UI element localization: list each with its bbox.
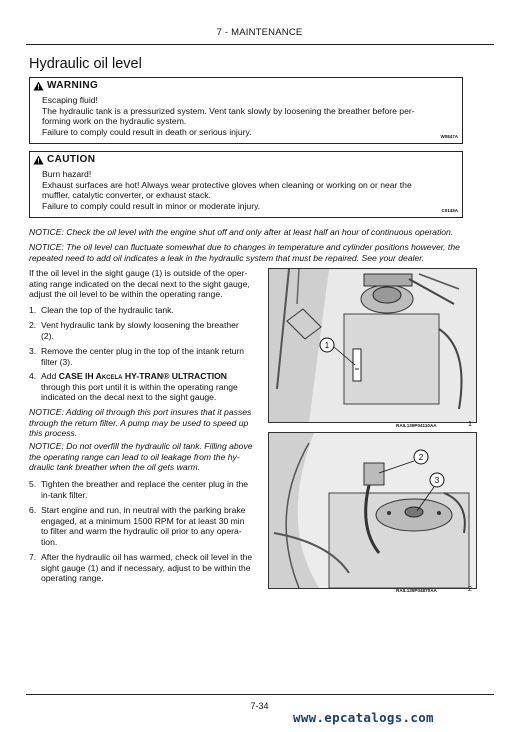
step-number: 6.: [29, 505, 37, 515]
figure-1-callout-1: 1: [324, 341, 330, 350]
step-text: filter (3).: [41, 356, 73, 367]
step-number: 1.: [29, 305, 37, 315]
step-text: After the hydraulic oil has warmed, check oil level in the: [41, 552, 253, 562]
step-text: Remove the center plug in the top of the intank return: [41, 346, 245, 356]
intro-paragraph: [29, 268, 253, 300]
step-text: operating range.: [41, 573, 104, 584]
figure-2-code: RAIL139P04870AA: [396, 588, 437, 593]
notice-level-fluctuation-line-1: NOTICE: The oil level can fluctuate somewhat due to changes in temperature and cylinder positions however, the: [29, 242, 460, 252]
step-number: 2.: [29, 320, 37, 330]
warning-code: W0847A: [440, 134, 458, 139]
step-text: Tighten the breather and replace the center plug in the: [41, 479, 249, 489]
notice-adding-oil: [29, 407, 253, 439]
page-number: 7-34: [250, 701, 269, 711]
figure-2-callout-3: 3: [434, 476, 440, 485]
step-text: tion.: [41, 536, 58, 547]
notice-overfill: [29, 441, 253, 473]
warning-heading: [33, 80, 98, 91]
warning-line-3: forming work on the hydraulic system.: [42, 116, 187, 127]
figure-1-number: 1: [468, 421, 472, 428]
watermark-link[interactable]: www.epcatalogs.com: [293, 710, 434, 725]
caution-line-4: Failure to comply could result in minor or moderate injury.: [42, 200, 261, 211]
intro-line: If the oil level in the sight gauge (1) is outside of the oper-: [29, 268, 248, 278]
section-header: 7 - MAINTENANCE: [216, 27, 303, 38]
warning-line-2: The hydraulic tank is a pressurized system. Vent tank slowly by loosening the breather before per-: [42, 105, 415, 116]
figure-2-number: 2: [468, 586, 472, 593]
step-number: 7.: [29, 552, 37, 562]
step-text: sight gauge (1) and if necessary, adjust to be within the: [41, 562, 251, 573]
caution-label: CAUTION: [47, 154, 96, 165]
notice-level-fluctuation: [29, 242, 489, 263]
product-name: CASE IH Akcela HY-TRAN® ULTRACTION: [58, 371, 227, 381]
step-number: 4.: [29, 371, 37, 381]
step-number: 3.: [29, 346, 37, 356]
step-text: Start engine and run, in neutral with the parking brake: [41, 505, 246, 515]
step-text: Vent hydraulic tank by slowly loosening the breather: [41, 320, 239, 330]
notice-line: the operating range can lead to oil leakage from the hy-: [29, 451, 240, 462]
figure-2-photo: [268, 432, 477, 589]
step-text: (2).: [41, 330, 54, 341]
notice-line: NOTICE: Adding oil through this port insures that it passes: [29, 407, 252, 417]
caution-line-1: Burn hazard!: [42, 169, 92, 179]
page-title: Hydraulic oil level: [29, 56, 142, 72]
warning-label: WARNING: [47, 80, 99, 91]
caution-line-3: muffler, catalytic converter, or exhaust stack.: [42, 190, 211, 201]
hydraulic-tank-sight-gauge-illustration: [269, 269, 476, 422]
notice-line: draulic tank breather when the oil gets warm.: [29, 462, 201, 473]
step-number: 5.: [29, 479, 37, 489]
caution-line-2: Exhaust surfaces are hot! Always wear protective gloves when cleaning or working on or near the: [42, 179, 412, 190]
figure-1-photo: [268, 268, 477, 423]
figure-2-callout-2: 2: [418, 453, 424, 462]
notice-line: this process.: [29, 428, 78, 439]
step-text: through this port until it is within the operating range: [41, 381, 238, 392]
intro-line: adjust the oil level to be within the operating range.: [29, 289, 223, 300]
step-text: to filter and warm the hydraulic oil prior to any opera-: [41, 526, 242, 537]
step-text: Add: [41, 371, 57, 381]
caution-box: [29, 151, 463, 218]
notice-level-fluctuation-line-2: repeated need to add oil indicates a leak in the hydraulic system that must be repaired. See your dealer.: [29, 252, 425, 263]
footer-rule: [26, 694, 494, 695]
warning-triangle-icon: [33, 81, 44, 91]
intank-return-filter-illustration: [269, 433, 476, 588]
notice-line: through the return filter. A pump may be used to speed up: [29, 417, 249, 428]
warning-line-1: Escaping fluid!: [42, 95, 98, 105]
caution-code: C0143A: [441, 208, 458, 213]
step-text: in-tank filter.: [41, 489, 88, 500]
caution-heading: [33, 154, 95, 165]
notice-line: NOTICE: Do not overfill the hydraulic oil tank. Filling above: [29, 441, 253, 451]
notice-engine-off: NOTICE: Check the oil level with the engine shut off and only after at least half an hour of continuous operation.: [29, 227, 454, 237]
figure-1-code: RAIL139P04110AA: [396, 423, 437, 428]
caution-triangle-icon: [33, 155, 44, 165]
step-text: engaged, at a minimum 1500 RPM for at least 30 min: [41, 515, 245, 526]
step-text: Clean the top of the hydraulic tank.: [41, 305, 174, 315]
warning-box: [29, 77, 463, 144]
header-rule: [26, 44, 494, 45]
warning-line-4: Failure to comply could result in death or serious injury.: [42, 126, 252, 137]
intro-line: ating range indicated on the decal next to the sight gauge,: [29, 278, 250, 289]
step-text: indicated on the decal next to the sight gauge.: [41, 392, 217, 403]
